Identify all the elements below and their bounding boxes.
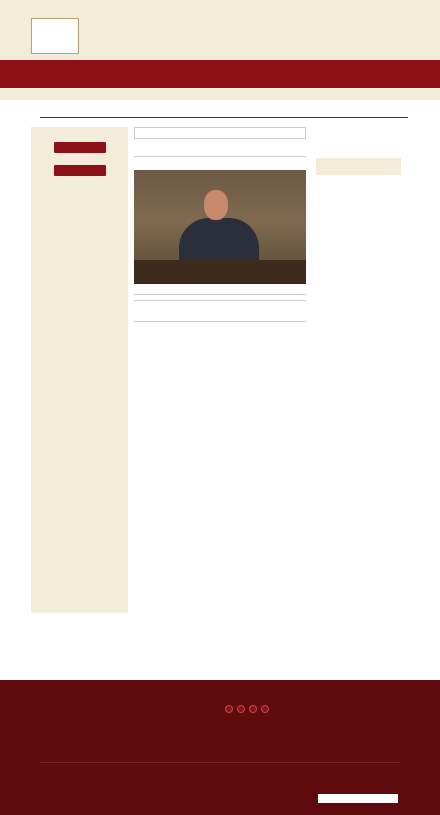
footer-divider — [40, 762, 400, 763]
photo-desk — [134, 260, 306, 284]
facebook-icon[interactable] — [237, 705, 245, 713]
education-divider — [134, 300, 306, 301]
university-logo[interactable] — [31, 18, 79, 54]
all-news-button[interactable] — [54, 142, 106, 153]
more-info-divider — [134, 321, 306, 322]
all-events-button[interactable] — [54, 165, 106, 176]
vk-icon[interactable] — [225, 705, 233, 713]
university-name — [85, 21, 157, 23]
person-photo — [134, 170, 306, 284]
teacher-search-input[interactable] — [134, 127, 306, 139]
footer-partners — [318, 693, 400, 697]
footer — [0, 680, 440, 815]
site-search-input[interactable] — [318, 794, 398, 803]
left-sidebar — [31, 127, 128, 613]
main-nav — [0, 60, 440, 88]
header — [0, 10, 440, 60]
twitter-icon[interactable] — [249, 705, 257, 713]
photo-head — [204, 190, 228, 220]
breadcrumb — [0, 88, 440, 100]
main-content — [134, 127, 306, 322]
social-icons — [225, 705, 269, 713]
title-divider — [40, 117, 408, 118]
youtube-icon[interactable] — [261, 705, 269, 713]
footer-contacts — [40, 693, 118, 697]
name-divider — [134, 156, 306, 157]
footer-hotline — [225, 693, 269, 713]
disciplines-divider — [134, 294, 306, 295]
right-sidebar — [316, 158, 401, 175]
top-bar — [0, 0, 440, 10]
staff-heading — [319, 162, 398, 171]
